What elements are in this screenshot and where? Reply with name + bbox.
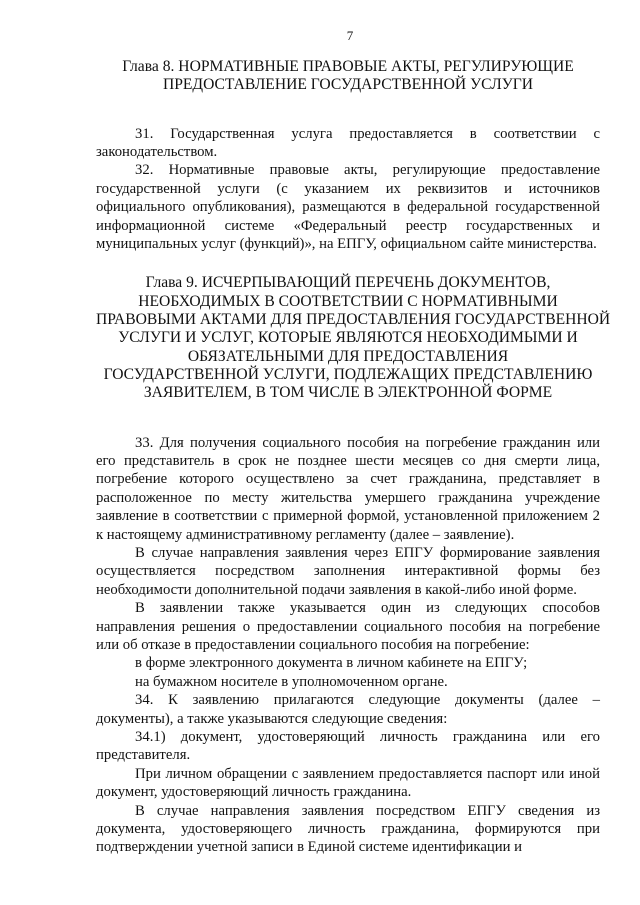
- chapter-9-heading-line: ЗАЯВИТЕЛЕМ, В ТОМ ЧИСЛЕ В ЭЛЕКТРОННОЙ ФОРМЕ: [143, 384, 553, 402]
- chapter-9-heading: [96, 274, 611, 402]
- chapter-8-heading-line: Глава 8. НОРМАТИВНЫЕ ПРАВОВЫЕ АКТЫ, РЕГУЛИРУЮЩИЕ: [122, 58, 574, 75]
- chapter-8-body: [96, 125, 600, 254]
- chapter-8-heading: [96, 58, 600, 95]
- page-number: 7: [346, 28, 354, 43]
- chapter-9-heading-line: ГОСУДАРСТВЕННОЙ УСЛУГИ, ПОДЛЕЖАЩИХ ПРЕДСТАВЛЕНИЮ: [103, 365, 593, 383]
- paragraph-epgu-submission: В случае направления заявления через ЕПГУ формирование заявления осуществляется посредством заполнения интерактивной формы без необходимости дополнительной подачи заявления в какой-либо иной форме.: [96, 544, 600, 598]
- paragraph-passport: При личном обращении с заявлением предоставляется паспорт или иной документ, удостоверяющий личность гражданина.: [96, 765, 600, 801]
- paragraph-34: 34. К заявлению прилагаются следующие документы (далее – документы), а также указываются следующие сведения:: [96, 692, 600, 727]
- paragraph-32: 32. Нормативные правовые акты, регулирующие предоставление государственной услуги (с указанием их реквизитов и источников официального опубликования), размещаются в федеральной государственной информационной системе «Федеральный реестр государственных и муниципальных услуг (функций)», на ЕПГУ, официальном сайте министерства.: [96, 162, 600, 253]
- paragraph-paper-option: на бумажном носителе в уполномоченном органе.: [135, 673, 448, 690]
- chapter-8-heading-line: ПРЕДОСТАВЛЕНИЕ ГОСУДАРСТВЕННОЙ УСЛУГИ: [162, 76, 534, 94]
- paragraph-esia: В случае направления заявления посредством ЕПГУ сведения из документа, удостоверяющего личность гражданина, формируются при подтверждении учетной записи в Единой системе идентификации и: [96, 802, 600, 856]
- chapter-9-heading-line: ОБЯЗАТЕЛЬНЫМИ ДЛЯ ПРЕДОСТАВЛЕНИЯ: [187, 347, 509, 365]
- paragraph-decision-delivery: В заявлении также указывается один из следующих способов направления решения о предоставлении социального пособия на погребение или об отказе в предоставлении социального пособия на погребение:: [96, 600, 600, 653]
- chapter-9-heading-line: УСЛУГИ И УСЛУГ, КОТОРЫЕ ЯВЛЯЮТСЯ НЕОБХОДИМЫМИ И: [118, 329, 578, 347]
- paragraph-electronic-option: в форме электронного документа в личном кабинете на ЕПГУ;: [135, 655, 528, 672]
- document-page: [96, 28, 611, 857]
- chapter-9-heading-line: ПРАВОВЫМИ АКТАМИ ДЛЯ ПРЕДОСТАВЛЕНИЯ ГОСУДАРСТВЕННОЙ: [96, 311, 611, 329]
- paragraph-31: 31. Государственная услуга предоставляется в соответствии с законодательством.: [96, 125, 600, 160]
- paragraph-33: 33. Для получения социального пособия на погребение гражданин или его представитель в срок не позднее шести месяцев со дня смерти лица, погребение которого осуществлено за счет гражданина, представляет в расположенное по месту жительства умершего гражданина учреждение заявление в соответствии с примерной формой, установленной приложением 2 к настоящему административному регламенту (далее – заявление).: [96, 434, 600, 543]
- chapter-9-body: [96, 434, 600, 857]
- chapter-9-heading-line: Глава 9. ИСЧЕРПЫВАЮЩИЙ ПЕРЕЧЕНЬ ДОКУМЕНТОВ,: [145, 274, 551, 292]
- chapter-9-heading-line: НЕОБХОДИМЫХ В СООТВЕТСТВИИ С НОРМАТИВНЫМИ: [138, 292, 558, 310]
- paragraph-34-1: 34.1) документ, удостоверяющий личность гражданина или его представителя.: [96, 729, 600, 764]
